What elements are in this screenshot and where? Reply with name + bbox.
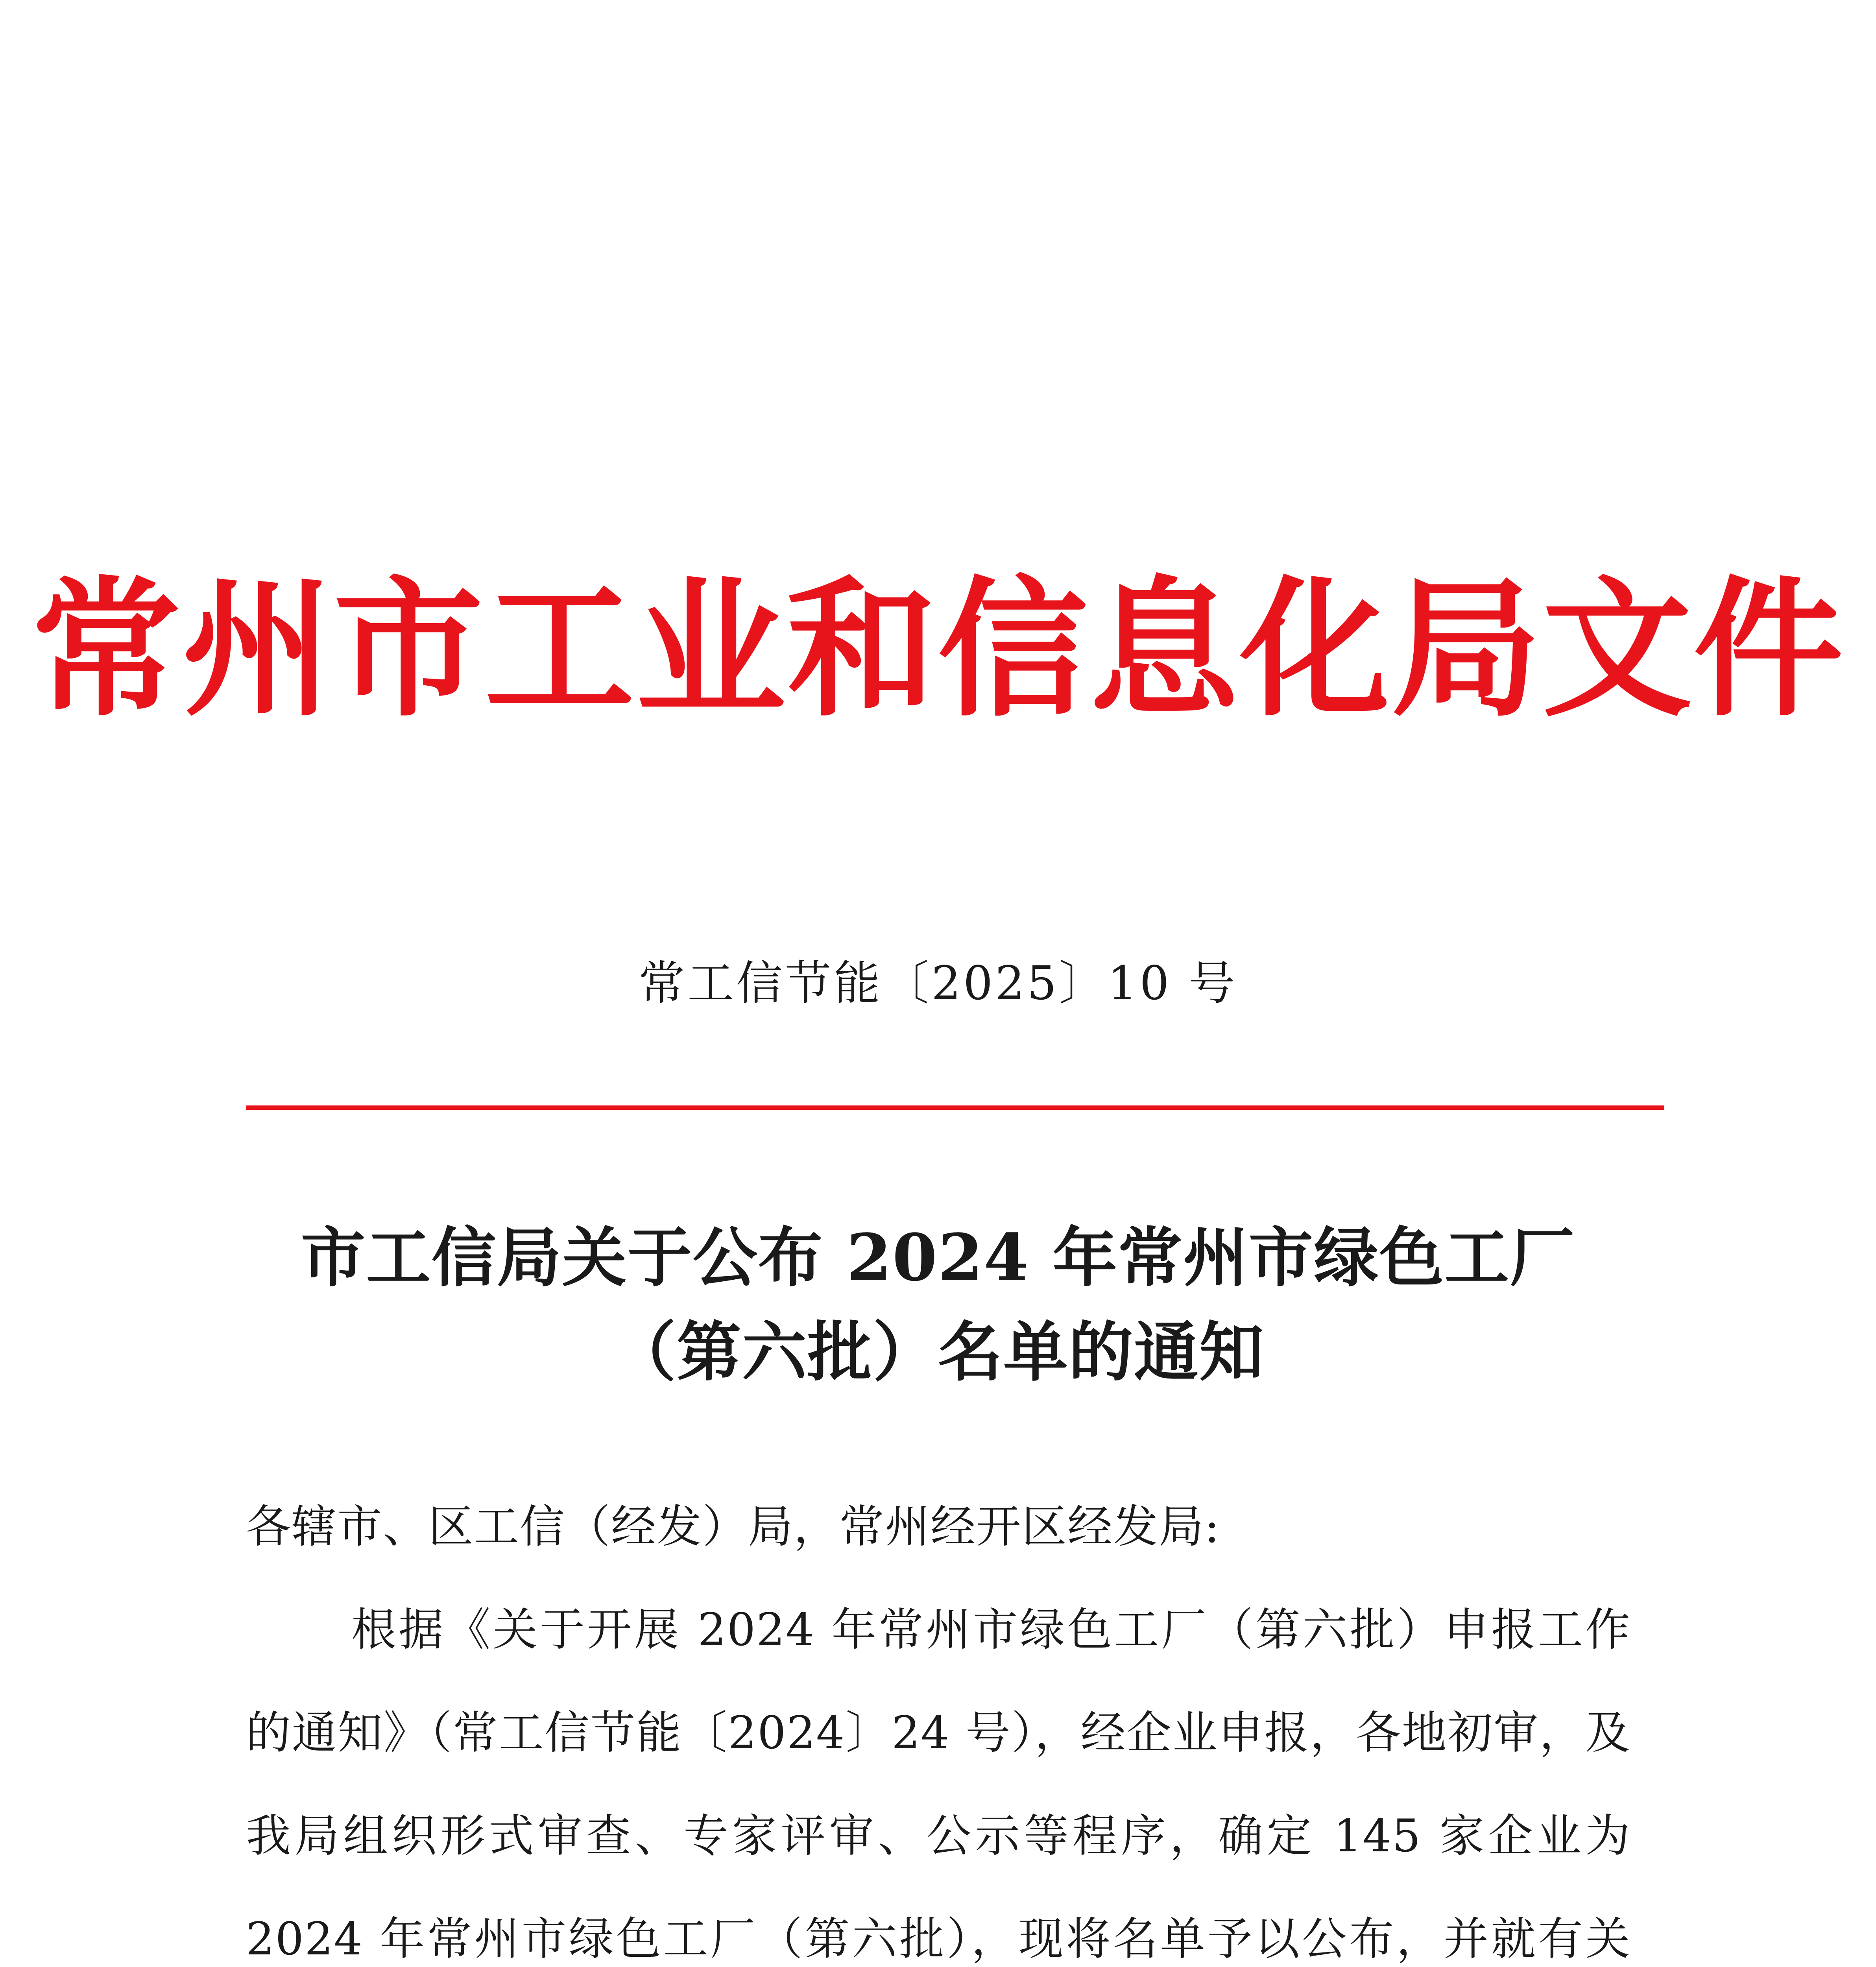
document-masthead: 常州市工业和信息化局文件: [31, 561, 1845, 737]
paragraph-basis: 根据《关于开展 2024 年常州市绿色工厂（第六批）申报工作的通知》（常工信节能〔2024〕24 号），经企业申报，各地初审，及我局组织形式审查、专家评审、公示等程序，确定 145 家企业为 2024 年常州市绿色工厂（第六批），现将名单予以公布，并就有关: [246, 1603, 1631, 1965]
document-number: 常工信节能〔2025〕10 号: [639, 956, 1237, 1010]
notice-body: [246, 1475, 1631, 1967]
notice-title-line-1: 市工信局关于公布 2024 年常州市绿色工厂: [301, 1220, 1575, 1295]
notice-title-line-2: （第六批）名单的通知: [611, 1314, 1265, 1390]
salutation: 各辖市、区工信（经发）局，常州经开区经发局:: [246, 1500, 1221, 1553]
red-divider-line: [246, 1105, 1664, 1110]
